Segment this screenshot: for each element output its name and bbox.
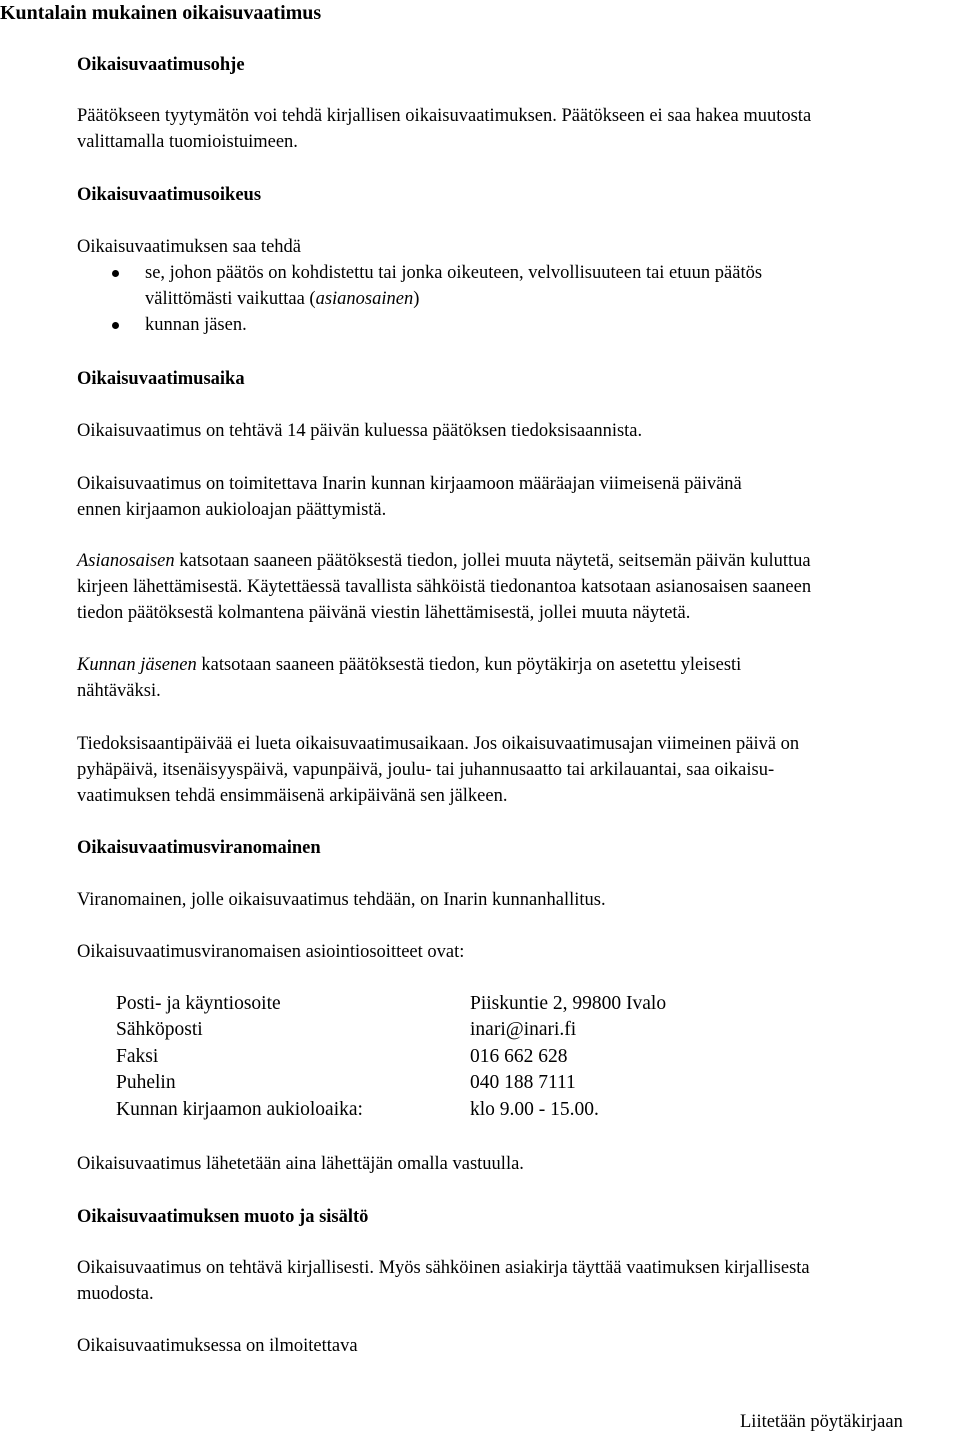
paragraph-line: ennen kirjaamon aukioloajan päättymistä.	[77, 500, 387, 520]
section-heading-ohje: Oikaisuvaatimusohje	[77, 55, 245, 75]
paragraph-line	[77, 652, 960, 678]
table-row	[116, 991, 666, 1017]
list-item	[77, 260, 937, 312]
list-item-line: kunnan jäsen.	[145, 315, 247, 335]
table-row	[116, 1017, 666, 1043]
paragraph-line: Oikaisuvaatimus on toimitettava Inarin kunnan kirjaamoon määräajan viimeisenä päivänä	[77, 474, 742, 494]
text-run: )	[413, 289, 420, 309]
paragraph-aika-3	[77, 548, 960, 626]
paragraph-muoto-1	[77, 1255, 960, 1307]
paragraph-aika-1: Oikaisuvaatimus on tehtävä 14 päivän kuluessa päätöksen tiedoksisaannista.	[77, 421, 643, 441]
paragraph-line: kirjeen lähettämisestä. Käytettäessä tavallista sähköistä tiedonantoa katsotaan asianosaisen saaneen	[77, 577, 812, 597]
paragraph-viranomainen-2: Oikaisuvaatimusviranomaisen asiointiosoitteet ovat:	[77, 942, 465, 962]
paragraph-line: Oikaisuvaatimus on tehtävä kirjallisesti. Myös sähköinen asiakirja täyttää vaatimuksen kirjallisesta	[77, 1258, 810, 1278]
contact-value: klo 9.00 - 15.00.	[470, 1098, 599, 1120]
italic-term: asianosainen	[315, 289, 414, 309]
paragraph-line: muodosta.	[77, 1284, 154, 1304]
text-run: välittömästi vaikuttaa (	[145, 289, 316, 309]
paragraph-viranomainen-3: Oikaisuvaatimus lähetetään aina lähettäjän omalla vastuulla.	[77, 1154, 524, 1174]
footer-note: Liitetään pöytäkirjaan	[740, 1412, 903, 1432]
paragraph-line: Päätökseen tyytymätön voi tehdä kirjallisen oikaisuvaatimuksen. Päätökseen ei saa hakea muutosta	[77, 106, 812, 126]
section-heading-viranomainen: Oikaisuvaatimusviranomainen	[77, 838, 321, 858]
contact-label: Puhelin	[116, 1072, 176, 1094]
section-heading-aika: Oikaisuvaatimusaika	[77, 369, 245, 389]
text-run: katsotaan saaneen päätöksestä tiedon, jollei muuta näytetä, seitsemän päivän kuluttua	[174, 551, 811, 571]
text-run: katsotaan saaneen päätöksestä tiedon, kun pöytäkirja on asetettu yleisesti	[196, 655, 742, 675]
contact-label: Posti- ja käyntiosoite	[116, 993, 281, 1014]
contact-label: Sähköposti	[116, 1019, 203, 1041]
paragraph-aika-5	[77, 731, 960, 809]
paragraph-ohje	[77, 103, 960, 155]
paragraph-viranomainen-1: Viranomainen, jolle oikaisuvaatimus tehdään, on Inarin kunnanhallitus.	[77, 890, 606, 910]
bullet-icon	[112, 270, 119, 277]
document-title: Kuntalain mukainen oikaisuvaatimus	[0, 2, 322, 24]
table-row	[116, 1097, 666, 1123]
bullet-list-oikeus	[77, 260, 937, 338]
paragraph-line: vaatimuksen tehdä ensimmäisenä arkipäivänä sen jälkeen.	[77, 786, 508, 806]
contact-value: Piiskuntie 2, 99800 Ivalo	[470, 993, 667, 1014]
contact-table	[116, 991, 666, 1123]
table-row	[116, 1070, 666, 1096]
list-item	[77, 312, 937, 338]
contact-label: Faksi	[116, 1045, 159, 1067]
contact-label: Kunnan kirjaamon aukioloaika:	[116, 1098, 363, 1120]
paragraph-line: nähtäväksi.	[77, 681, 161, 701]
italic-term: Kunnan jäsenen	[77, 655, 197, 675]
list-item-line	[145, 286, 937, 312]
contact-value: 040 188 7111	[470, 1072, 576, 1094]
table-row	[116, 1044, 666, 1070]
contact-value: 016 662 628	[470, 1045, 568, 1067]
paragraph-muoto-2: Oikaisuvaatimuksessa on ilmoitettava	[77, 1336, 358, 1356]
section-heading-muoto: Oikaisuvaatimuksen muoto ja sisältö	[77, 1207, 369, 1227]
paragraph-line: pyhäpäivä, itsenäisyyspäivä, vapunpäivä, joulu- tai juhannusaatto tai arkilauantai, saa oikaisu-	[77, 760, 775, 780]
paragraph-aika-4	[77, 652, 960, 704]
contact-value: inari@inari.fi	[470, 1019, 577, 1041]
paragraph-line: valittamalla tuomioistuimeen.	[77, 132, 298, 152]
list-item-line: se, johon päätös on kohdistettu tai jonka oikeuteen, velvollisuuteen tai etuun päätös	[145, 263, 763, 283]
paragraph-line: Tiedoksisaantipäivää ei lueta oikaisuvaatimusaikaan. Jos oikaisuvaatimusajan viimeinen päivä on	[77, 734, 800, 754]
bullet-icon	[112, 322, 119, 329]
section-heading-oikeus: Oikaisuvaatimusoikeus	[77, 185, 262, 205]
paragraph-line: tiedon päätöksestä kolmantena päivänä viestin lähettämisestä, jollei muuta näytetä.	[77, 603, 691, 623]
paragraph-line	[77, 548, 960, 574]
paragraph-aika-2	[77, 471, 960, 523]
italic-term: Asianosaisen	[77, 551, 175, 571]
paragraph-oikeus-intro: Oikaisuvaatimuksen saa tehdä	[77, 237, 301, 257]
